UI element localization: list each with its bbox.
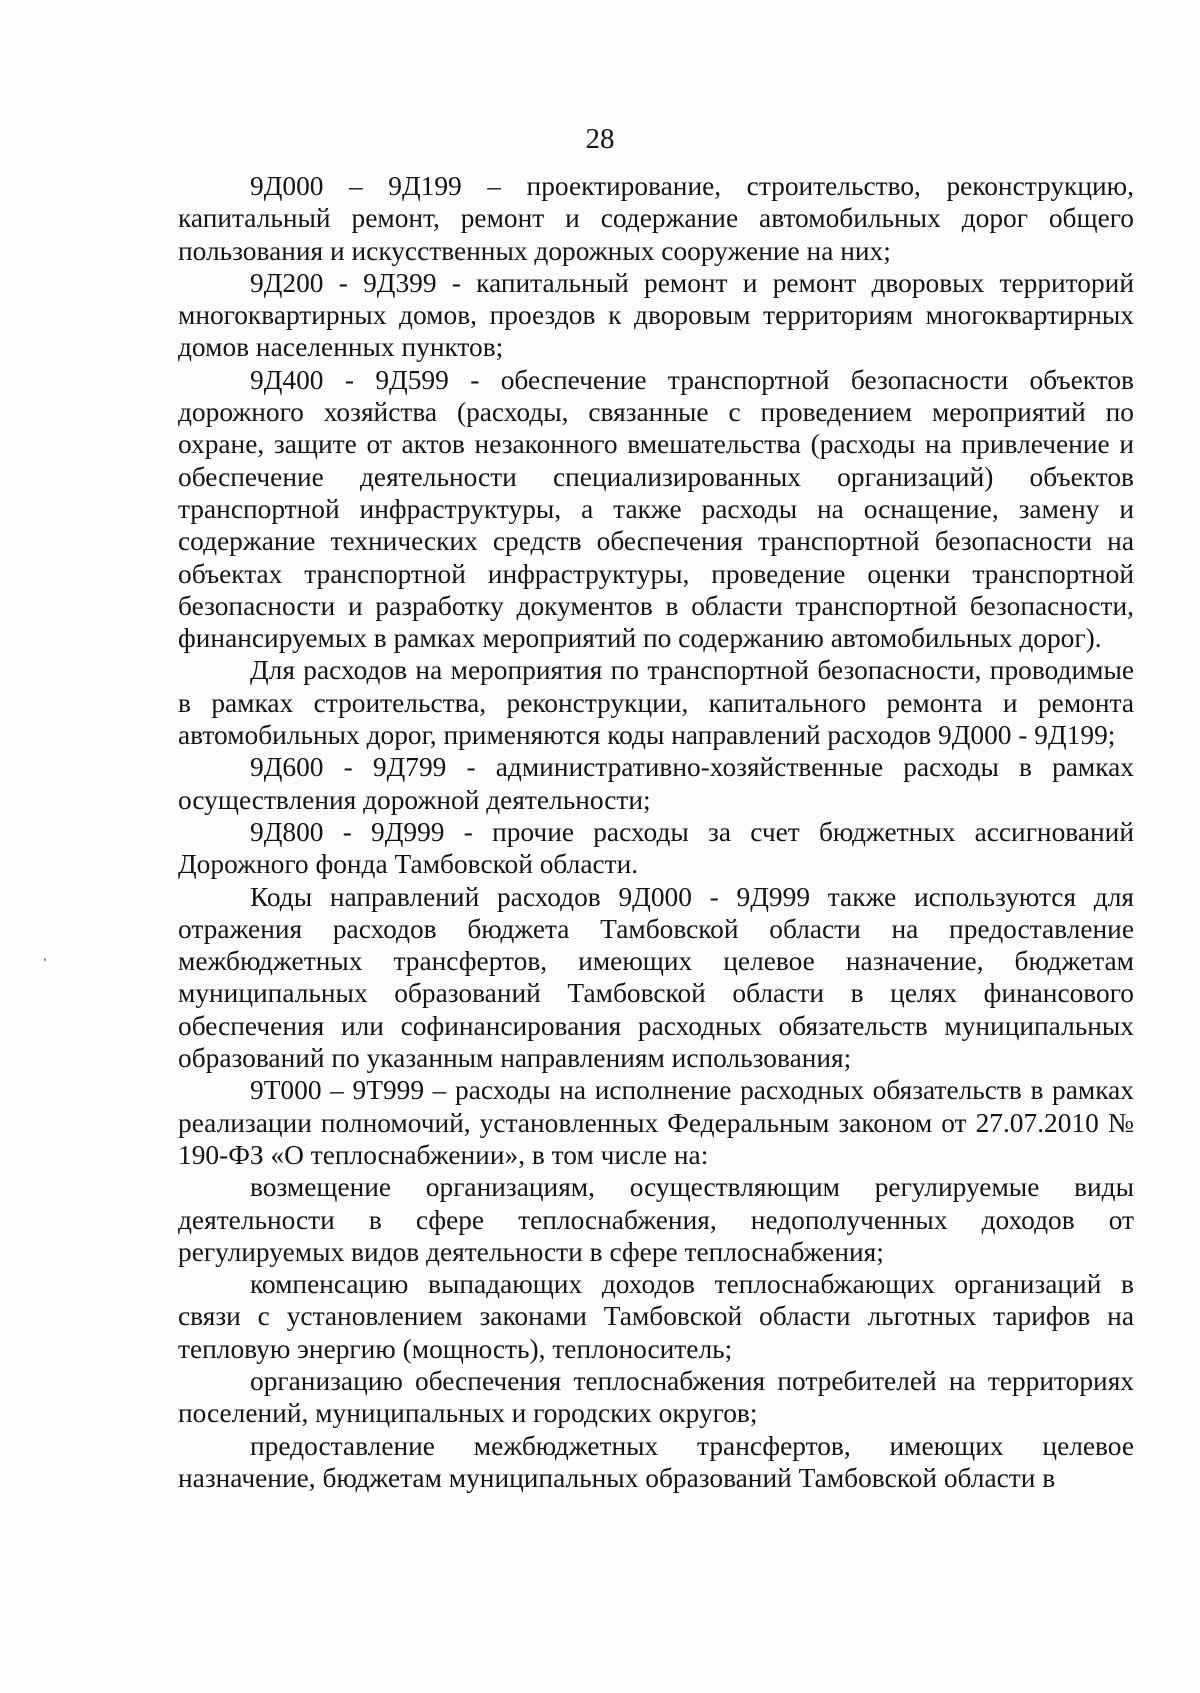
paragraph-9t000-9t999: 9Т000 – 9Т999 – расходы на исполнение расходных обязательств в рамках реализации полномочий, установленных Федеральным законом от 27.07.2010 № 190-ФЗ «О теплоснабжении», в том числе на: <box>178 1075 1134 1170</box>
paragraph-9d000-9d199: 9Д000 – 9Д199 – проектирование, строительство, реконструкцию, капитальный ремонт, ремонт и содержание автомобильных дорог общего пользования и искусственных дорожных сооружение на них; <box>178 171 1134 266</box>
paragraph-heat-supply-organization: организацию обеспечения теплоснабжения потребителей на территориях поселений, муниципальных и городских округов; <box>178 1365 1134 1429</box>
paragraph-interbudget-transfers: Коды направлений расходов 9Д000 - 9Д999 также используются для отражения расходов бюджета Тамбовской области на предоставление межбюджетных трансфертов, имеющих целевое назначение, бюджетам муниципальных образований Тамбовской области в целях финансового обеспечения или софинансирования расходных обязательств муниципальных образований по указанным направлениям использования; <box>178 881 1134 1074</box>
scan-dust-mark <box>44 958 46 961</box>
document-body <box>178 170 1134 1494</box>
page-number: 28 <box>585 123 615 155</box>
paragraph-compensation-tariffs: компенсацию выпадающих доходов теплоснабжающих организаций в связи с установлением законами Тамбовской области льготных тарифов на тепловую энергию (мощность), теплоноситель; <box>178 1269 1134 1364</box>
paragraph-compensation-lost-income: возмещение организациям, осуществляющим регулируемые виды деятельности в сфере теплоснабжения, недополученных доходов от регулируемых видов деятельности в сфере теплоснабжения; <box>178 1172 1134 1267</box>
paragraph-9d600-9d799: 9Д600 - 9Д799 - административно-хозяйственные расходы в рамках осуществления дорожной деятельности; <box>178 752 1134 815</box>
paragraph-9d200-9d399: 9Д200 - 9Д399 - капитальный ремонт и ремонт дворовых территорий многоквартирных домов, проездов к дворовым территориям многоквартирных домов населенных пунктов; <box>178 267 1134 363</box>
paragraph-transport-safety-codes: Для расходов на мероприятия по транспортной безопасности, проводимые в рамках строительства, реконструкции, капитального ремонта и ремонта автомобильных дорог, применяются коды направлений расходов 9Д000 - 9Д199; <box>178 655 1134 751</box>
paragraph-9d400-9d599: 9Д400 - 9Д599 - обеспечение транспортной безопасности объектов дорожного хозяйства (расходы, связанные с проведением мероприятий по охране, защите от актов незаконного вмешательства (расходы на привлечение и обеспечение деятельности специализированных организаций) объектов транспортной инфраструктуры, а также расходы на оснащение, замену и содержание технических средств обеспечения транспортной безопасности на объектах транспортной инфраструктуры, проведение оценки транспортной безопасности и разработку документов в области транспортной безопасности, финансируемых в рамках мероприятий по содержанию автомобильных дорог). <box>178 364 1134 654</box>
paragraph-transfers-continued: предоставление межбюджетных трансфертов, имеющих целевое назначение, бюджетам муниципальных образований Тамбовской области в <box>178 1430 1134 1493</box>
paragraph-9d800-9d999: 9Д800 - 9Д999 - прочие расходы за счет бюджетных ассигнований Дорожного фонда Тамбовской области. <box>178 816 1134 880</box>
